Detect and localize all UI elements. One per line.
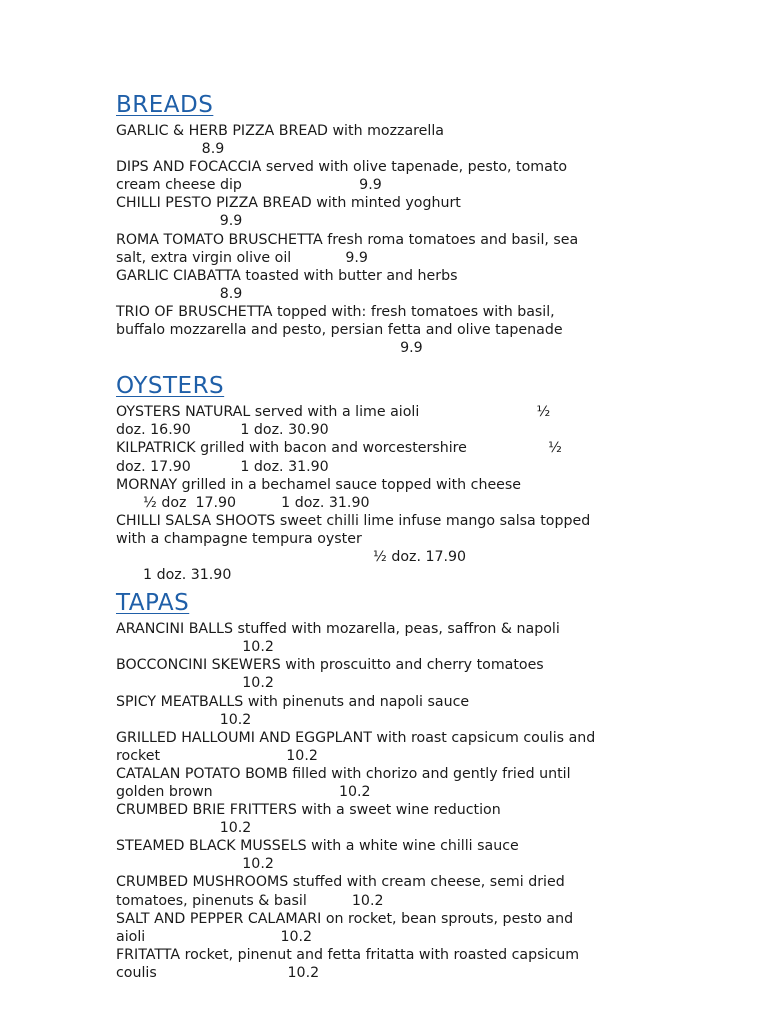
menu-line: GARLIC CIABATTA toasted with butter and herbs xyxy=(116,267,458,284)
menu-line: TRIO OF BRUSCHETTA topped with: fresh tomatoes with basil, xyxy=(116,303,555,320)
menu-line: SALT AND PEPPER CALAMARI on rocket, bean sprouts, pesto and xyxy=(116,910,574,927)
menu-line: KILPATRICK grilled with bacon and worcestershire ½ xyxy=(116,440,562,457)
menu-line: 10.2 xyxy=(116,639,274,656)
menu-line: CRUMBED MUSHROOMS stuffed with cream cheese, semi dried xyxy=(116,874,565,891)
menu-line: 1 doz. 31.90 xyxy=(116,567,232,584)
menu-line: 10.2 xyxy=(116,820,252,837)
menu-line: CHILLI SALSA SHOOTS sweet chilli lime infuse mango salsa topped xyxy=(116,512,591,529)
menu-line: STEAMED BLACK MUSSELS with a white wine chilli sauce xyxy=(116,838,519,855)
menu-line: SPICY MEATBALLS with pinenuts and napoli sauce xyxy=(116,693,470,710)
menu-line: DIPS AND FOCACCIA served with olive tapenade, pesto, tomato xyxy=(116,159,568,176)
menu-line: 10.2 xyxy=(116,711,252,728)
section-lines xyxy=(116,403,656,584)
menu-line: 9.9 xyxy=(116,213,243,230)
menu-line: golden brown 10.2 xyxy=(116,784,371,800)
menu-line: coulis 10.2 xyxy=(116,964,320,981)
menu-line: with a champagne tempura oyster xyxy=(116,530,362,547)
menu-line: GARLIC & HERB PIZZA BREAD with mozzarella xyxy=(116,123,444,139)
section-lines xyxy=(116,620,656,982)
menu-page xyxy=(116,88,656,982)
menu-line: 8.9 xyxy=(116,141,225,158)
menu-line: buffalo mozzarella and pesto, persian fetta and olive tapenade xyxy=(116,322,563,339)
section-heading: TAPAS xyxy=(116,590,190,617)
menu-line: BOCCONCINI SKEWERS with proscuitto and cherry tomatoes xyxy=(116,657,544,674)
section-spacer xyxy=(116,357,656,369)
menu-line: CRUMBED BRIE FRITTERS with a sweet wine reduction xyxy=(116,802,501,819)
menu-line: 10.2 xyxy=(116,675,274,692)
menu-line: 10.2 xyxy=(116,856,274,873)
menu-line: CATALAN POTATO BOMB filled with chorizo and gently fried until xyxy=(116,765,571,782)
menu-line: aioli 10.2 xyxy=(116,928,313,945)
menu-line: doz. 17.90 1 doz. 31.90 xyxy=(116,458,329,475)
menu-line: salt, extra virgin olive oil 9.9 xyxy=(116,249,368,266)
menu-line: OYSTERS NATURAL served with a lime aioli ½ xyxy=(116,404,551,421)
menu-line: FRITATTA rocket, pinenut and fetta fritatta with roasted capsicum xyxy=(116,946,580,963)
menu-line: ARANCINI BALLS stuffed with mozarella, peas, saffron & napoli xyxy=(116,621,560,638)
section-lines xyxy=(116,122,656,357)
menu-line: MORNAY grilled in a bechamel sauce topped with cheese xyxy=(116,476,522,493)
menu-line: CHILLI PESTO PIZZA BREAD with minted yoghurt xyxy=(116,195,461,212)
menu-line: doz. 16.90 1 doz. 30.90 xyxy=(116,422,329,439)
menu-line: ½ doz 17.90 1 doz. 31.90 xyxy=(116,494,370,511)
menu-line: tomatoes, pinenuts & basil 10.2 xyxy=(116,892,384,909)
section-heading: BREADS xyxy=(116,92,214,118)
menu-line: 9.9 xyxy=(116,340,423,357)
menu-line: rocket 10.2 xyxy=(116,747,318,764)
menu-line: 8.9 xyxy=(116,285,243,302)
section-breads xyxy=(116,88,656,357)
menu-line: ROMA TOMATO BRUSCHETTA fresh roma tomatoes and basil, sea xyxy=(116,231,579,248)
menu-line: cream cheese dip 9.9 xyxy=(116,177,382,194)
menu-line: GRILLED HALLOUMI AND EGGPLANT with roast capsicum coulis and xyxy=(116,729,596,746)
section-tapas xyxy=(116,586,656,982)
menu-line: ½ doz. 17.90 xyxy=(116,548,467,565)
section-oysters xyxy=(116,369,656,584)
section-heading: OYSTERS xyxy=(116,373,225,400)
